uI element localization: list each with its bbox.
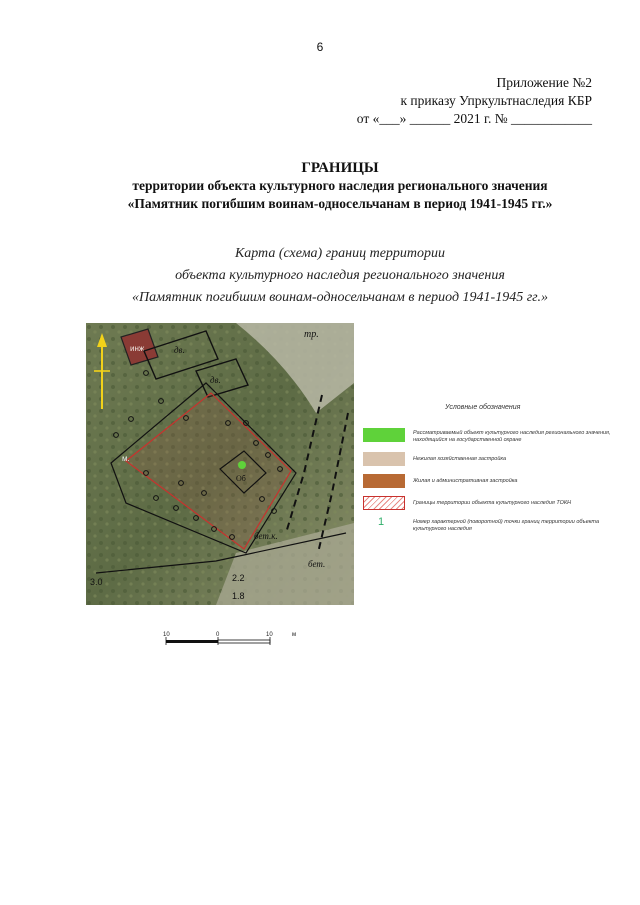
page-number: 6 xyxy=(316,40,324,54)
annex-line-2: к приказу Упркультнаследия КБР xyxy=(400,93,592,108)
map-caption-line-1: Карта (схема) границ территории xyxy=(234,246,446,261)
label-bet: бет. xyxy=(308,559,326,569)
annex-line-3: от «___» ______ 2021 г. № ____________ xyxy=(356,111,592,126)
legend-text-residential: Жилая и административная застройка xyxy=(413,478,518,484)
annex-line-1: Приложение №2 xyxy=(496,75,592,90)
legend-text-object: Рассматриваемый объект культурного наследия регионального значения, находящийся на государственной охране xyxy=(413,430,611,443)
legend-swatch-boundary xyxy=(363,496,405,510)
scale-label-mid: 0 xyxy=(216,632,220,638)
legend-text-boundary: Границы территории объекта культурного наследия ТОКН xyxy=(413,500,572,506)
label-height-22: 2.2 xyxy=(232,573,245,583)
monument-object xyxy=(238,461,246,469)
scale-label-right: 10 xyxy=(266,632,273,638)
label-dv-2: дв. xyxy=(210,375,221,385)
title-subline-1: территории объекта культурного наследия регионального значения xyxy=(132,178,548,193)
legend-swatch-residential xyxy=(363,474,405,488)
legend-text-point-number: Номер характерной (поворотной) точки границ территории объекта культурного наследия xyxy=(413,519,600,532)
legend-swatch-object xyxy=(363,428,405,442)
label-height-30: 3.0 xyxy=(90,577,103,587)
scale-bar xyxy=(162,630,312,650)
scale-label-left: 10 xyxy=(163,632,170,638)
label-inzh: инж xyxy=(130,344,145,353)
legend-title: Условные обозначения xyxy=(445,404,521,411)
map-caption-line-3: «Памятник погибшим воинам-односельчанам в период 1941-1945 гг.» xyxy=(132,290,548,305)
label-height-18: 1.8 xyxy=(232,591,245,601)
legend-text-nonresidential: Нежилая хозяйственная застройка xyxy=(413,456,507,462)
title-subline-2: «Памятник погибшим воинам-односельчанам в период 1941-1945 гг.» xyxy=(127,196,553,211)
document-title: ГРАНИЦЫ xyxy=(301,160,379,176)
label-tr: тр. xyxy=(304,329,319,340)
map-caption-line-2: объекта культурного наследия регионального значения xyxy=(175,268,505,283)
legend-swatch-nonresidential xyxy=(363,452,405,466)
boundary-map xyxy=(86,323,354,605)
legend-marker-point-number: 1 xyxy=(378,516,385,528)
label-bet-k: бет.к. xyxy=(254,531,278,541)
label-m: м. xyxy=(122,454,130,463)
scale-label-unit: м xyxy=(292,632,297,638)
label-obelisk: Об xyxy=(236,474,246,483)
label-dv-1: дв. xyxy=(174,345,185,355)
